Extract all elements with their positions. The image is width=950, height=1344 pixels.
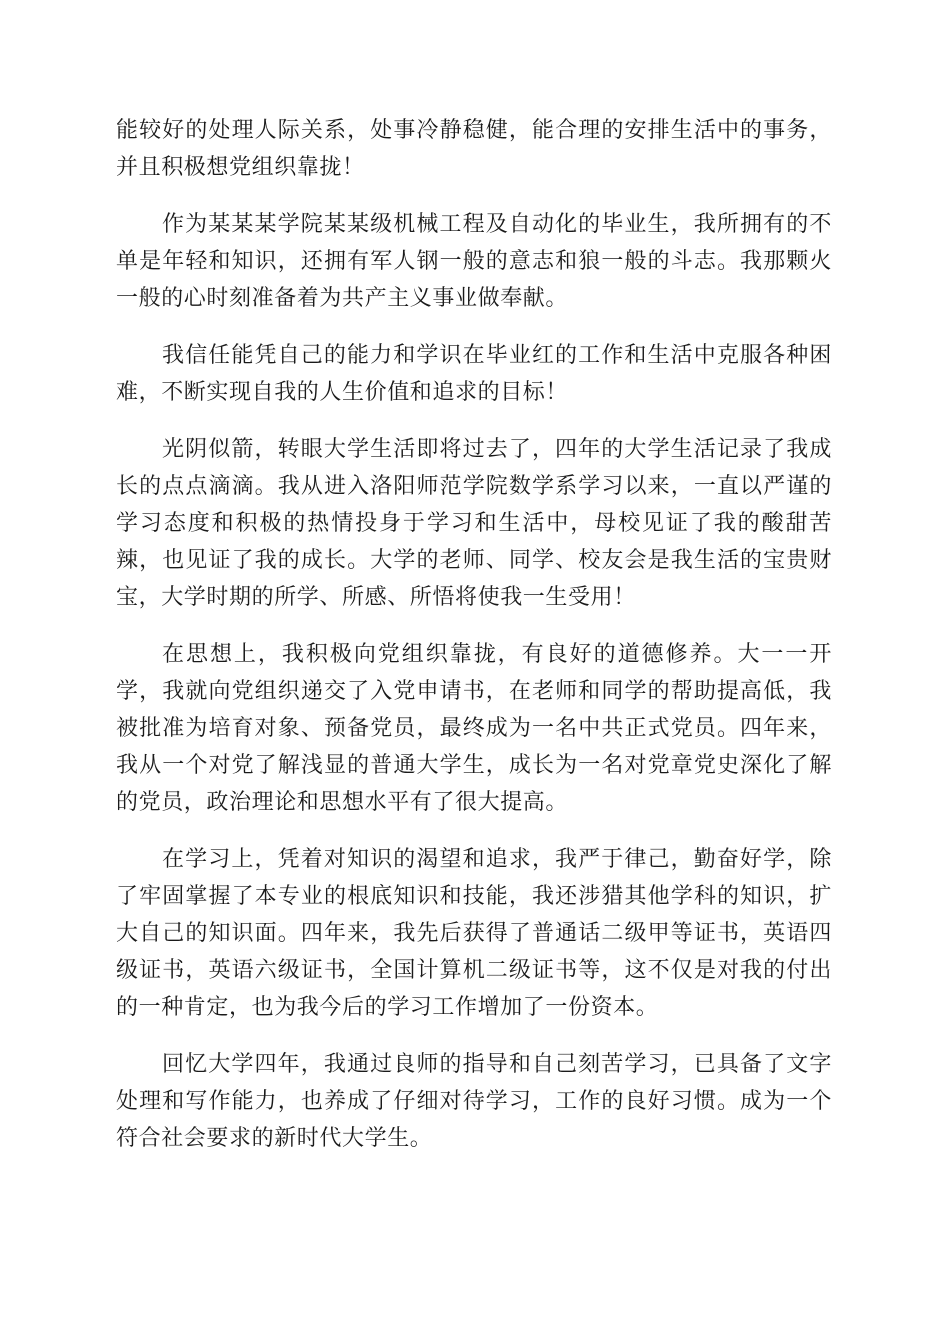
document-body xyxy=(116,112,832,1177)
paragraph-6: 在学习上，凭着对知识的渴望和追求，我严于律己，勤奋好学，除了牢固掌握了本专业的根底知识和技能，我还涉猎其他学科的知识，扩大自己的知识面。四年来，我先后获得了普通话二级甲等证书，英语四级证书，英语六级证书，全国计算机二级证书等，这不仅是对我的付出的一种肯定，也为我今后的学习工作增加了一份资本。 xyxy=(116,847,832,1020)
paragraph-2: 作为某某某学院某某级机械工程及自动化的毕业生，我所拥有的不单是年轻和知识，还拥有军人钢一般的意志和狼一般的斗志。我那颗火一般的心时刻准备着为共产主义事业做奉献。 xyxy=(116,212,832,311)
paragraph-3: 我信任能凭自己的能力和学识在毕业红的工作和生活中克服各种困难，不断实现自我的人生价值和追求的目标！ xyxy=(116,343,832,405)
paragraph-4: 光阴似箭，转眼大学生活即将过去了，四年的大学生活记录了我成长的点点滴滴。我从进入洛阳师范学院数学系学习以来，一直以严谨的学习态度和积极的热情投身于学习和生活中，母校见证了我的酸甜苦辣，也见证了我的成长。大学的老师、同学、校友会是我生活的宝贵财宝，大学时期的所学、所感、所悟将使我一生受用！ xyxy=(116,437,832,610)
paragraph-5: 在思想上，我积极向党组织靠拢，有良好的道德修养。大一一开学，我就向党组织递交了入党申请书，在老师和同学的帮助提高低，我被批准为培育对象、预备党员，最终成为一名中共正式党员。四年来，我从一个对党了解浅显的普通大学生，成长为一名对党章党史深化了解的党员，政治理论和思想水平有了很大提高。 xyxy=(116,642,832,815)
paragraph-1: 能较好的处理人际关系，处事冷静稳健，能合理的安排生活中的事务，并且积极想党组织靠拢！ xyxy=(116,118,832,180)
paragraph-7: 回忆大学四年，我通过良师的指导和自己刻苦学习，已具备了文字处理和写作能力，也养成了仔细对待学习，工作的良好习惯。成为一个符合社会要求的新时代大学生。 xyxy=(116,1052,832,1151)
